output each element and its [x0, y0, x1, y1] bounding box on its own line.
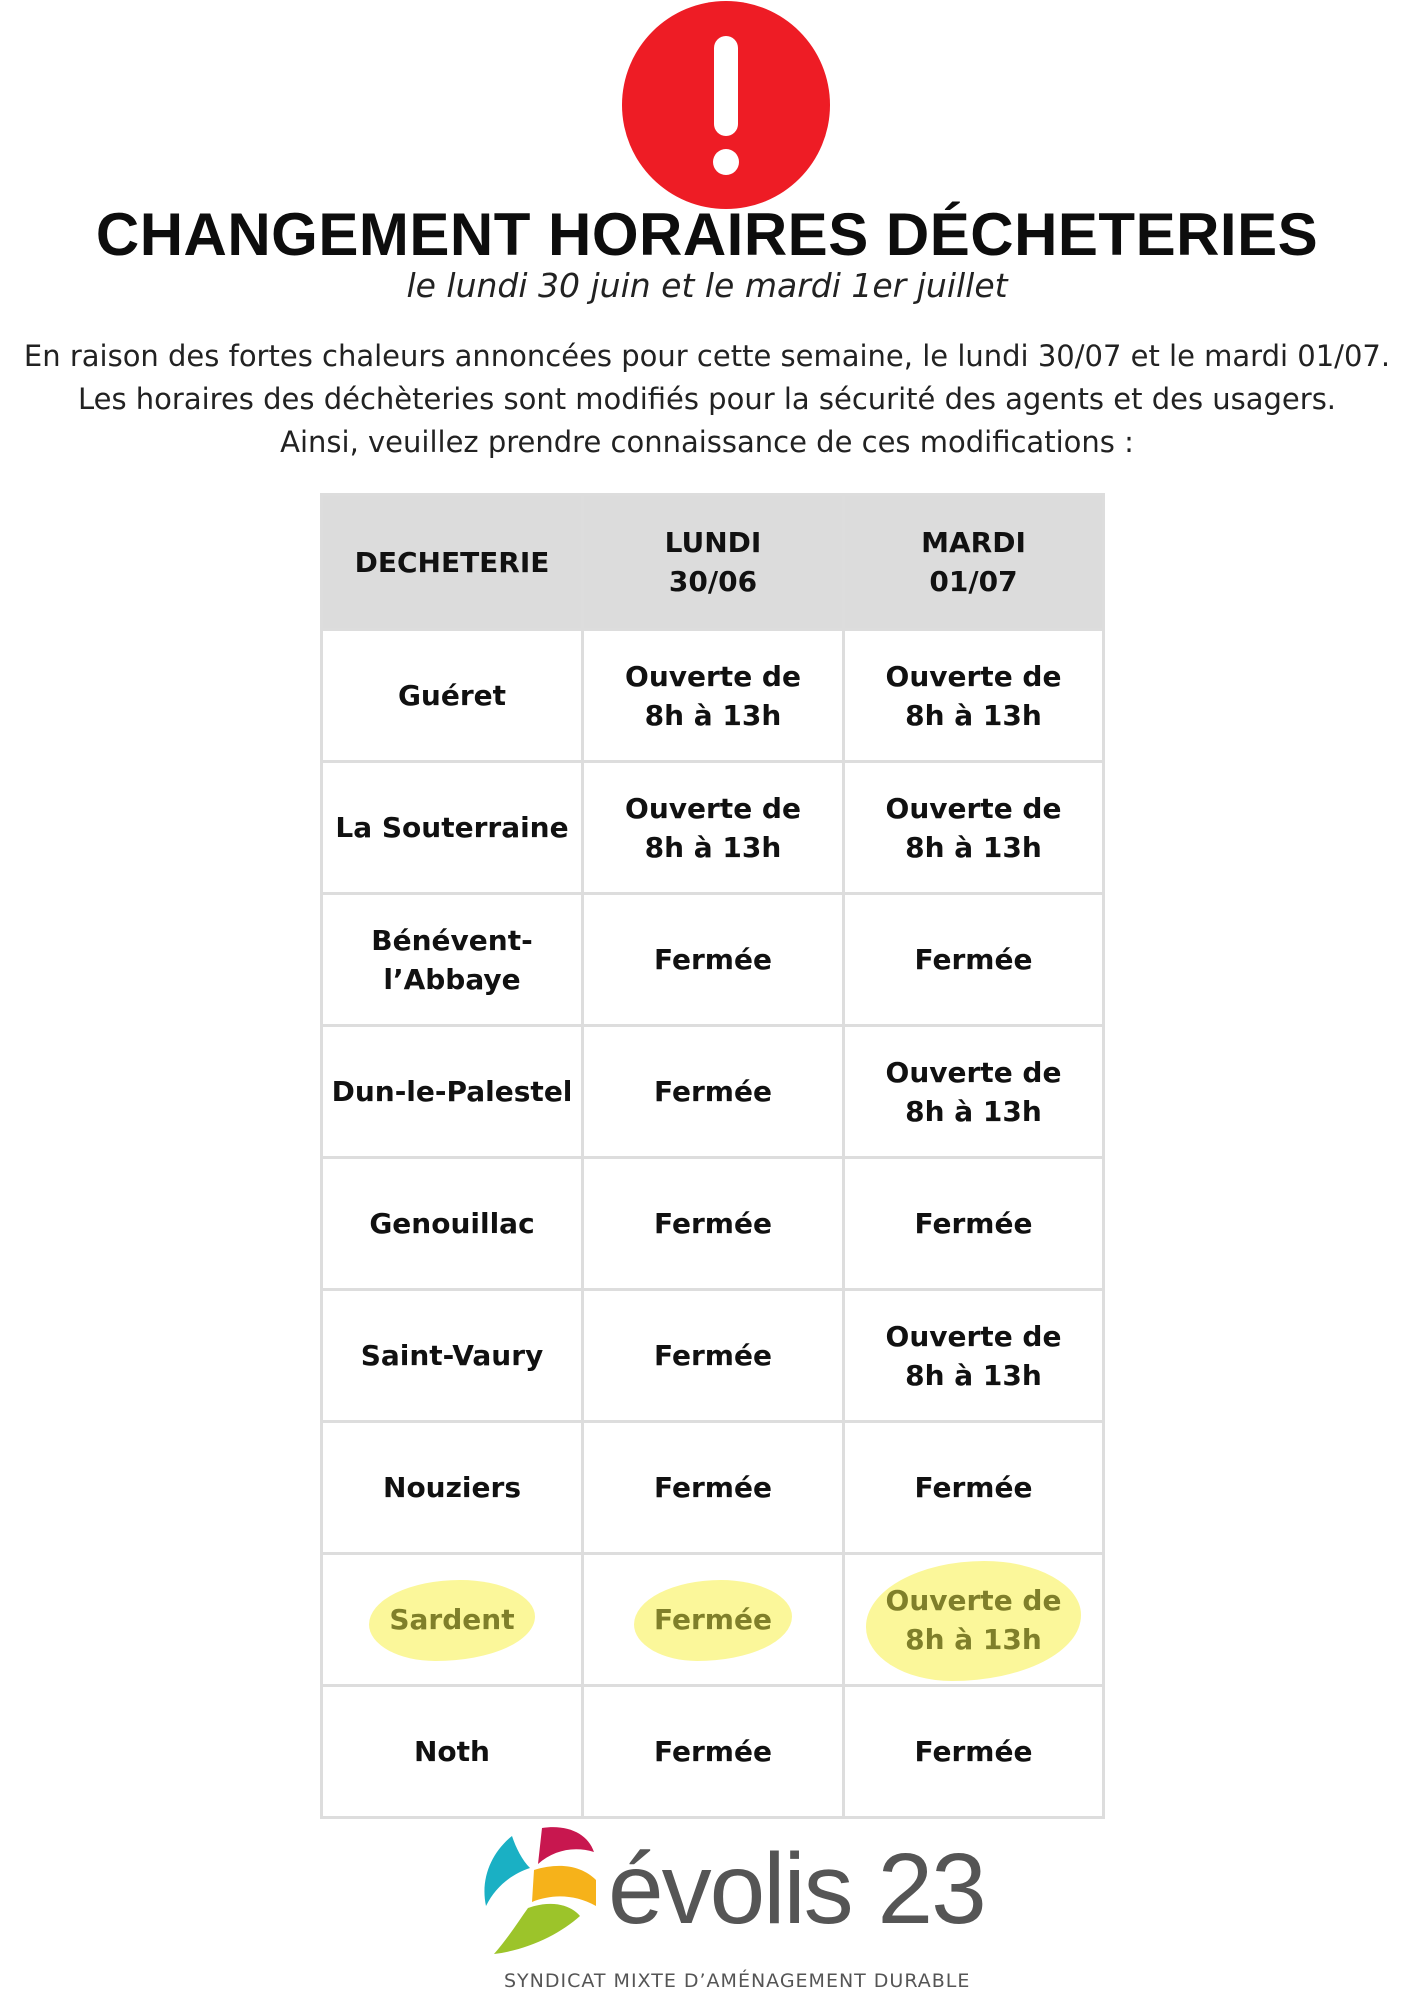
cell-text: Bénévent- [371, 923, 533, 957]
cell-text: Nouziers [383, 1471, 521, 1504]
table-row [322, 1026, 1104, 1158]
cell-site [322, 1422, 583, 1554]
table-row [322, 1422, 1104, 1554]
evolis-logo-mark-icon [470, 1822, 600, 1962]
cell-text: Genouillac [369, 1207, 535, 1240]
cell-lundi [583, 1158, 844, 1290]
cell-site [322, 630, 583, 762]
table-row [322, 1158, 1104, 1290]
cell-mardi [844, 1686, 1104, 1818]
cell-text: 8h à 13h [644, 830, 782, 864]
cell-text: Fermée [654, 1471, 772, 1504]
cell-mardi [844, 762, 1104, 894]
cell-text: Guéret [397, 679, 507, 712]
cell-lundi [583, 894, 844, 1026]
cell-text: Fermée [914, 943, 1033, 976]
evolis-logo [470, 1822, 985, 2000]
cell-site [322, 1026, 583, 1158]
highlight-mark [866, 1561, 1082, 1681]
cell-text: Fermée [654, 1603, 772, 1636]
cell-mardi [844, 894, 1104, 1026]
column-header-mardi [844, 495, 1104, 630]
cell-lundi [583, 1026, 844, 1158]
schedule-table [320, 493, 1105, 1819]
cell-site [322, 762, 583, 894]
cell-text: Dun-le-Palestel [331, 1075, 573, 1108]
cell-text: Ouverte de [885, 1583, 1062, 1617]
cell-mardi [844, 1422, 1104, 1554]
table-row [322, 762, 1104, 894]
cell-lundi [583, 1686, 844, 1818]
column-header-text: DECHETERIE [354, 545, 550, 579]
cell-text: 8h à 13h [644, 698, 782, 732]
cell-lundi [583, 1554, 844, 1686]
cell-site [322, 1158, 583, 1290]
cell-text: Fermée [654, 1339, 772, 1372]
cell-text: Noth [414, 1735, 490, 1768]
cell-text: Ouverte de [885, 1319, 1062, 1353]
column-header-text: MARDI [921, 526, 1026, 559]
cell-text: Fermée [654, 1075, 772, 1108]
intro-line: Les horaires des déchèteries sont modifiés pour la sécurité des agents et des usagers. [77, 382, 1337, 416]
exclamation-circle-icon [621, 0, 831, 210]
cell-text: Fermée [914, 1207, 1033, 1240]
cell-mardi [844, 1158, 1104, 1290]
cell-mardi [844, 1290, 1104, 1422]
page-subtitle: le lundi 30 juin et le mardi 1er juillet [406, 266, 1008, 305]
cell-text: Fermée [654, 1207, 772, 1240]
cell-text: Saint-Vaury [360, 1339, 544, 1372]
cell-text: Fermée [654, 943, 772, 976]
table-header-row [322, 495, 1104, 630]
cell-text: 8h à 13h [905, 1622, 1042, 1656]
column-header-decheterie [322, 495, 583, 630]
cell-text: Ouverte de [885, 659, 1062, 693]
cell-text: Fermée [914, 1471, 1033, 1504]
column-header-text: 30/06 [668, 565, 758, 598]
table-row [322, 1686, 1104, 1818]
cell-text: Sardent [389, 1603, 515, 1636]
cell-mardi [844, 1554, 1104, 1686]
cell-text: Ouverte de [625, 791, 801, 825]
cell-text: 8h à 13h [905, 698, 1042, 732]
cell-site [322, 1554, 583, 1686]
cell-lundi [583, 630, 844, 762]
cell-text: Ouverte de [885, 1055, 1062, 1089]
cell-site [322, 1686, 583, 1818]
cell-text: Fermée [914, 1735, 1033, 1768]
table-row [322, 894, 1104, 1026]
cell-lundi [583, 1290, 844, 1422]
column-header-text: LUNDI [664, 526, 762, 559]
cell-lundi [583, 762, 844, 894]
column-header-lundi [583, 495, 844, 630]
table-row [322, 630, 1104, 762]
cell-text: Fermée [654, 1735, 772, 1768]
cell-text: 8h à 13h [905, 1358, 1042, 1392]
cell-site [322, 894, 583, 1026]
table-row [322, 1290, 1104, 1422]
logo-tagline: SYNDICAT MIXTE D’AMÉNAGEMENT DURABLE [504, 1970, 971, 1992]
cell-site [322, 1290, 583, 1422]
column-header-text: 01/07 [929, 565, 1018, 598]
cell-text: 8h à 13h [905, 1094, 1042, 1128]
intro-text [0, 335, 1414, 464]
cell-mardi [844, 630, 1104, 762]
cell-text: La Souterraine [335, 811, 569, 844]
table-row [322, 1554, 1104, 1686]
intro-line: En raison des fortes chaleurs annoncées pour cette semaine, le lundi 30/07 et le mardi 01/07. [23, 339, 1391, 373]
cell-text: l’Abbaye [383, 962, 521, 996]
cell-mardi [844, 1026, 1104, 1158]
cell-text: 8h à 13h [905, 830, 1042, 864]
page-title: CHANGEMENT HORAIRES DÉCHETERIES [95, 201, 1319, 268]
intro-line: Ainsi, veuillez prendre connaissance de ces modifications : [280, 425, 1134, 459]
logo-name: évolis 23 [608, 1833, 985, 1945]
cell-lundi [583, 1422, 844, 1554]
cell-text: Ouverte de [885, 791, 1062, 825]
cell-text: Ouverte de [625, 659, 801, 693]
